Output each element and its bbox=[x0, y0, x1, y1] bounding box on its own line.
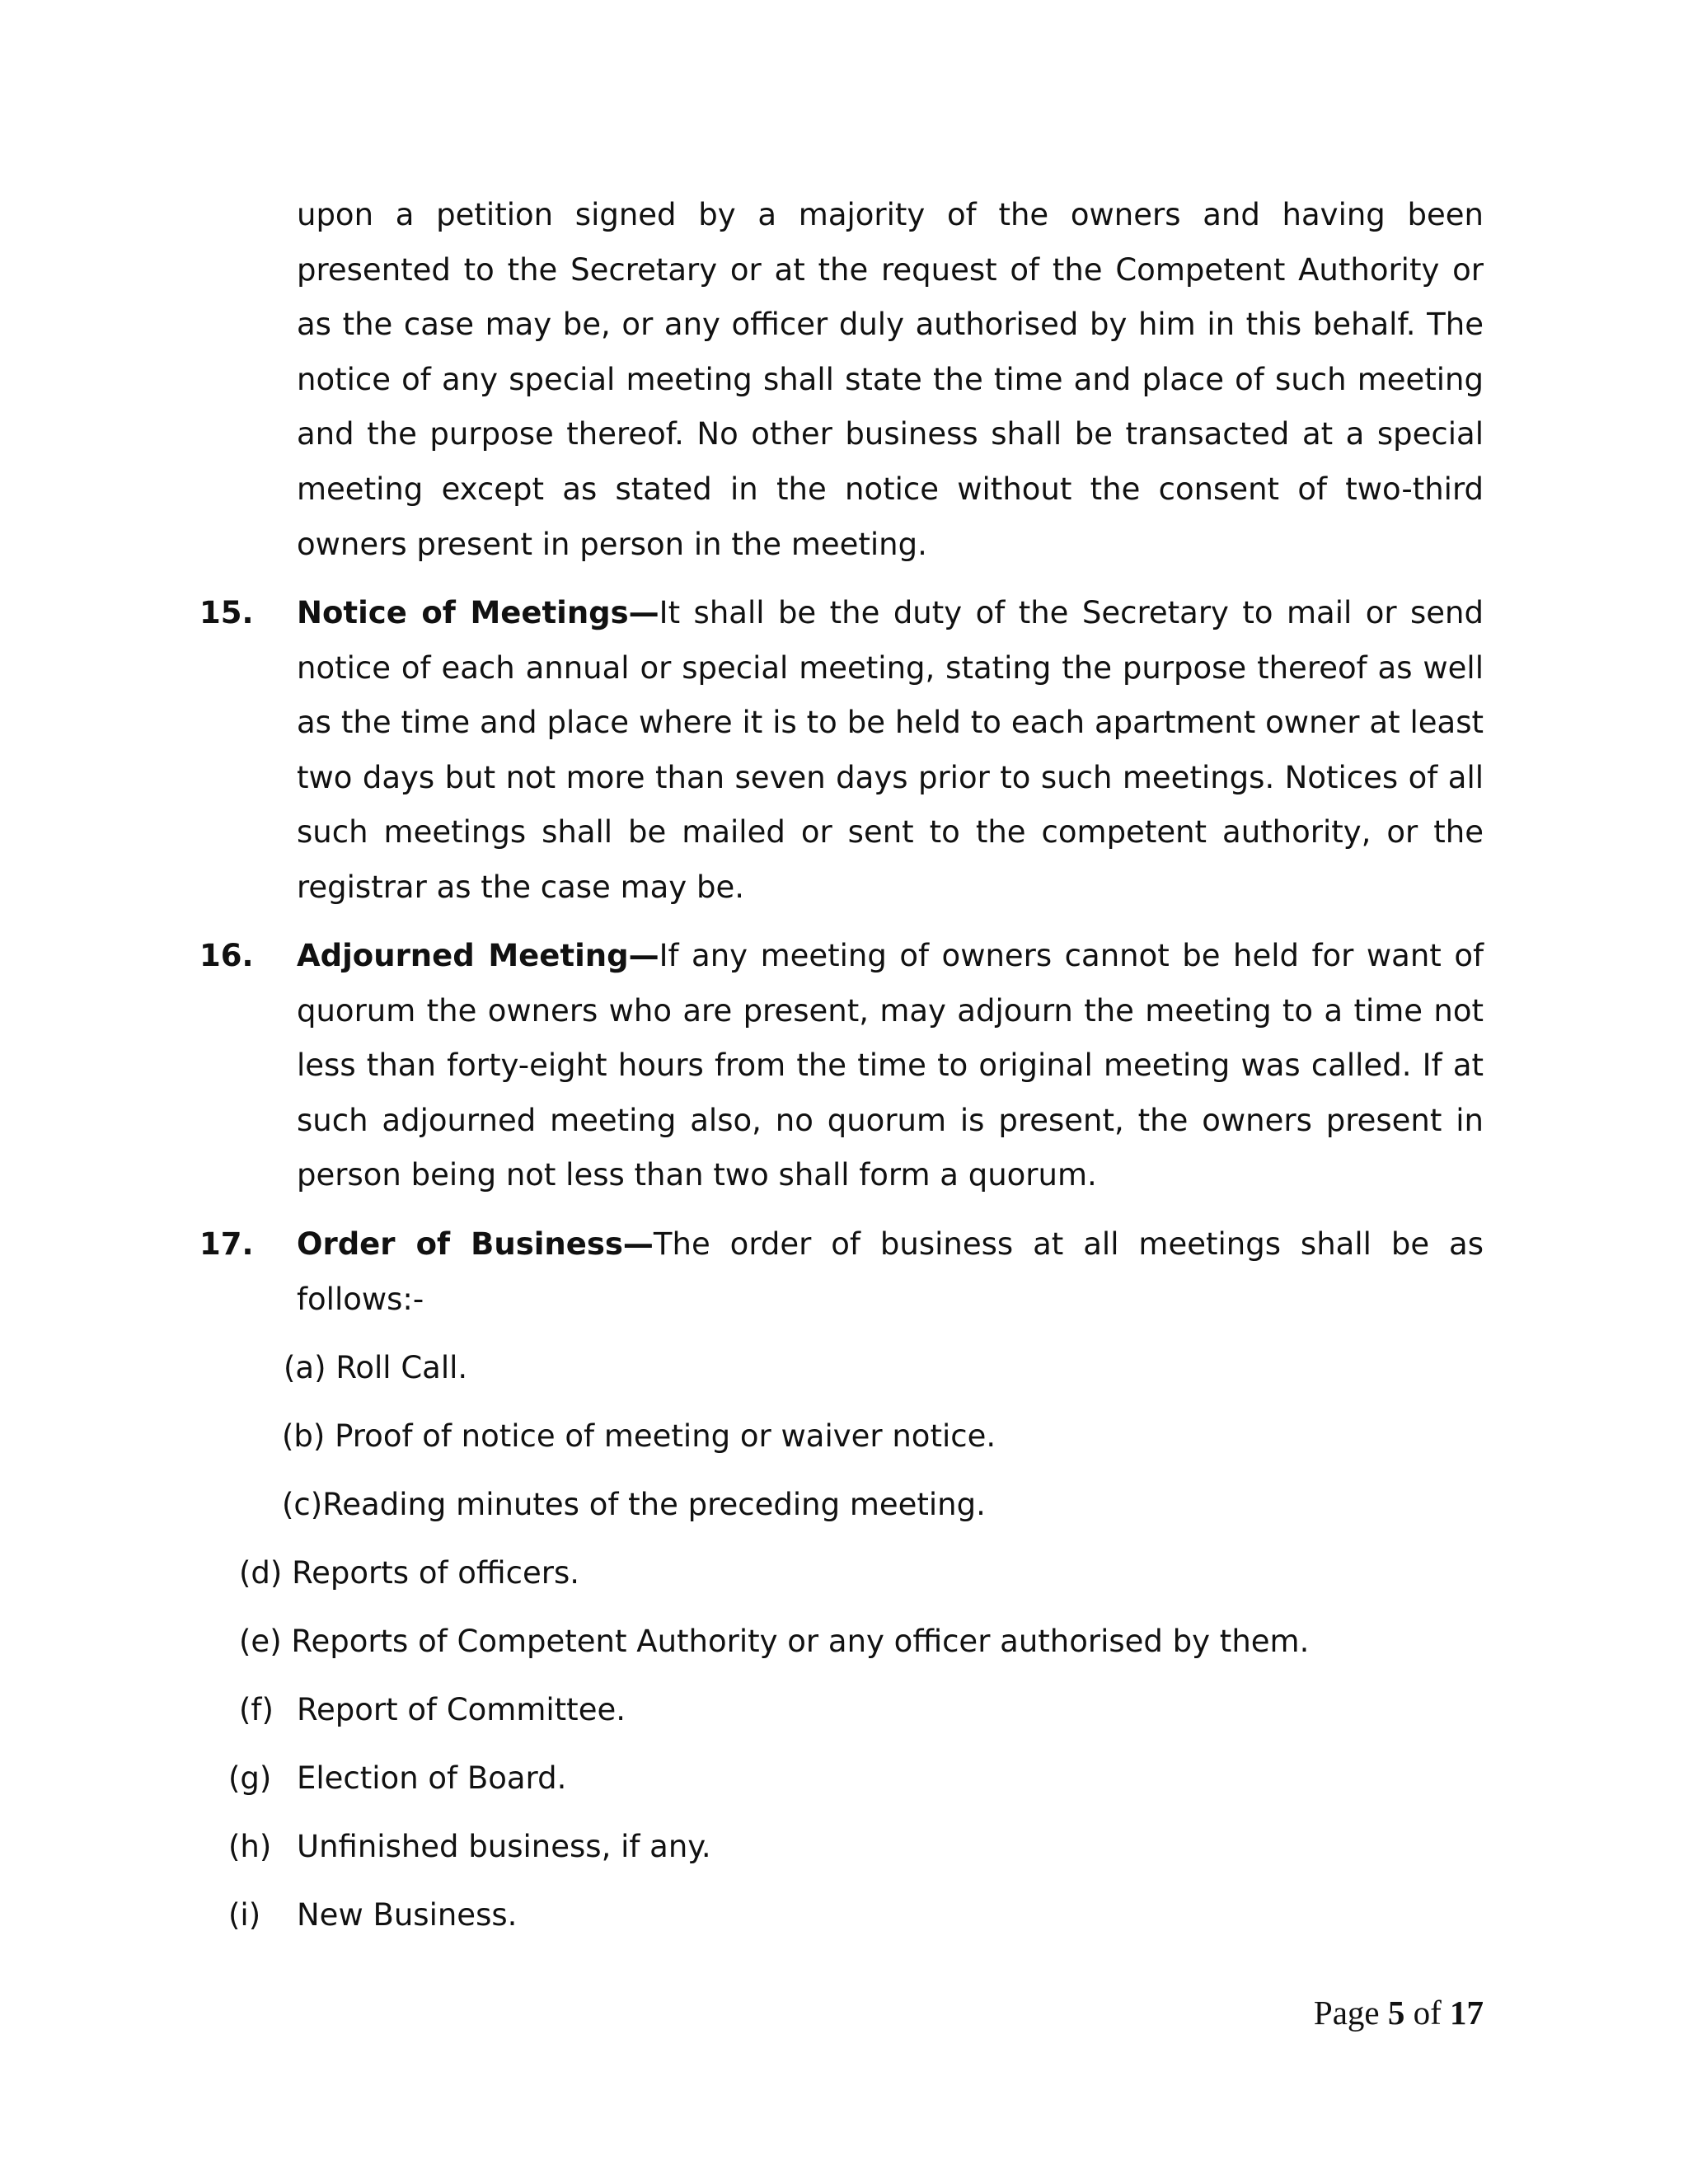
section-17-number: 17. bbox=[199, 1226, 254, 1262]
page-number-prefix: Page bbox=[1313, 1994, 1388, 2032]
section-17-heading: Order of Business— bbox=[297, 1226, 654, 1262]
section-17-paragraph bbox=[297, 1217, 1484, 1327]
item-text: Reports of Competent Authority or any officer authorised by them. bbox=[291, 1624, 1310, 1659]
item-label: (b) bbox=[282, 1418, 326, 1454]
section-16-heading: Adjourned Meeting— bbox=[297, 938, 659, 973]
item-label: (d) bbox=[239, 1555, 283, 1591]
section-15-heading: Notice of Meetings— bbox=[297, 595, 659, 630]
business-item-a bbox=[284, 1341, 467, 1396]
section-16-text: If any meeting of owners cannot be held for want of quorum the owners who are present, may adjourn the meeting to a time not less than forty-eight hours from the time to original meeting was called. If at such adjourned meeting also, no quorum is present, the owners present in person being not less than two shall form a quorum. bbox=[297, 938, 1484, 1193]
business-item-b bbox=[282, 1409, 996, 1465]
section-17-text: The order of business at all meetings shall be as follows:- bbox=[297, 1226, 1484, 1317]
business-item-g-label: (g) bbox=[228, 1760, 272, 1796]
item-label: (c) bbox=[282, 1487, 323, 1522]
item-text: Proof of notice of meeting or waiver notice. bbox=[335, 1418, 996, 1454]
page-number bbox=[1314, 1993, 1484, 2032]
business-item-g-text: Election of Board. bbox=[297, 1760, 567, 1796]
total-pages: 17 bbox=[1450, 1994, 1484, 2032]
business-item-c bbox=[282, 1478, 986, 1533]
business-item-f-text: Report of Committee. bbox=[297, 1692, 626, 1727]
business-item-i-label: (i) bbox=[228, 1897, 261, 1933]
item-label: (a) bbox=[284, 1350, 326, 1385]
section-16-paragraph bbox=[297, 929, 1484, 1203]
section-15-paragraph bbox=[297, 586, 1484, 916]
item-text: Reports of officers. bbox=[292, 1555, 580, 1591]
business-item-h-label: (h) bbox=[228, 1829, 272, 1864]
continuation-paragraph: upon a petition signed by a majority of the owners and having been presented to the Secretary or at the request of the Competent Authority or as the case may be, or any officer duly authorised by him in this behalf. The notice of any special meeting shall state the time and place of such meeting and the purpose thereof. No other business shall be transacted at a special meeting except as stated in the notice without the consent of two-third owners present in person in the meeting. bbox=[297, 197, 1484, 562]
business-item-f-label: (f) bbox=[239, 1692, 274, 1727]
item-text: Reading minutes of the preceding meeting. bbox=[322, 1487, 986, 1522]
business-item-i-text: New Business. bbox=[297, 1897, 518, 1933]
business-item-d bbox=[239, 1546, 579, 1601]
business-item-h-text: Unfinished business, if any. bbox=[297, 1829, 711, 1864]
item-text: Roll Call. bbox=[335, 1350, 468, 1385]
section-15-number: 15. bbox=[199, 595, 254, 630]
current-page: 5 bbox=[1387, 1994, 1405, 2032]
page-number-middle: of bbox=[1404, 1994, 1450, 2032]
section-16-number: 16. bbox=[199, 938, 254, 973]
item-label: (e) bbox=[239, 1624, 282, 1659]
business-item-e bbox=[239, 1615, 1309, 1670]
section-15-text: It shall be the duty of the Secretary to mail or send notice of each annual or special meeting, stating the purpose thereof as well as the time and place where it is to be held to each apartment owner at least two days but not more than seven days prior to such meetings. Notices of all such meetings shall be mailed or sent to the competent authority, or the registrar as the case may be. bbox=[297, 595, 1484, 905]
